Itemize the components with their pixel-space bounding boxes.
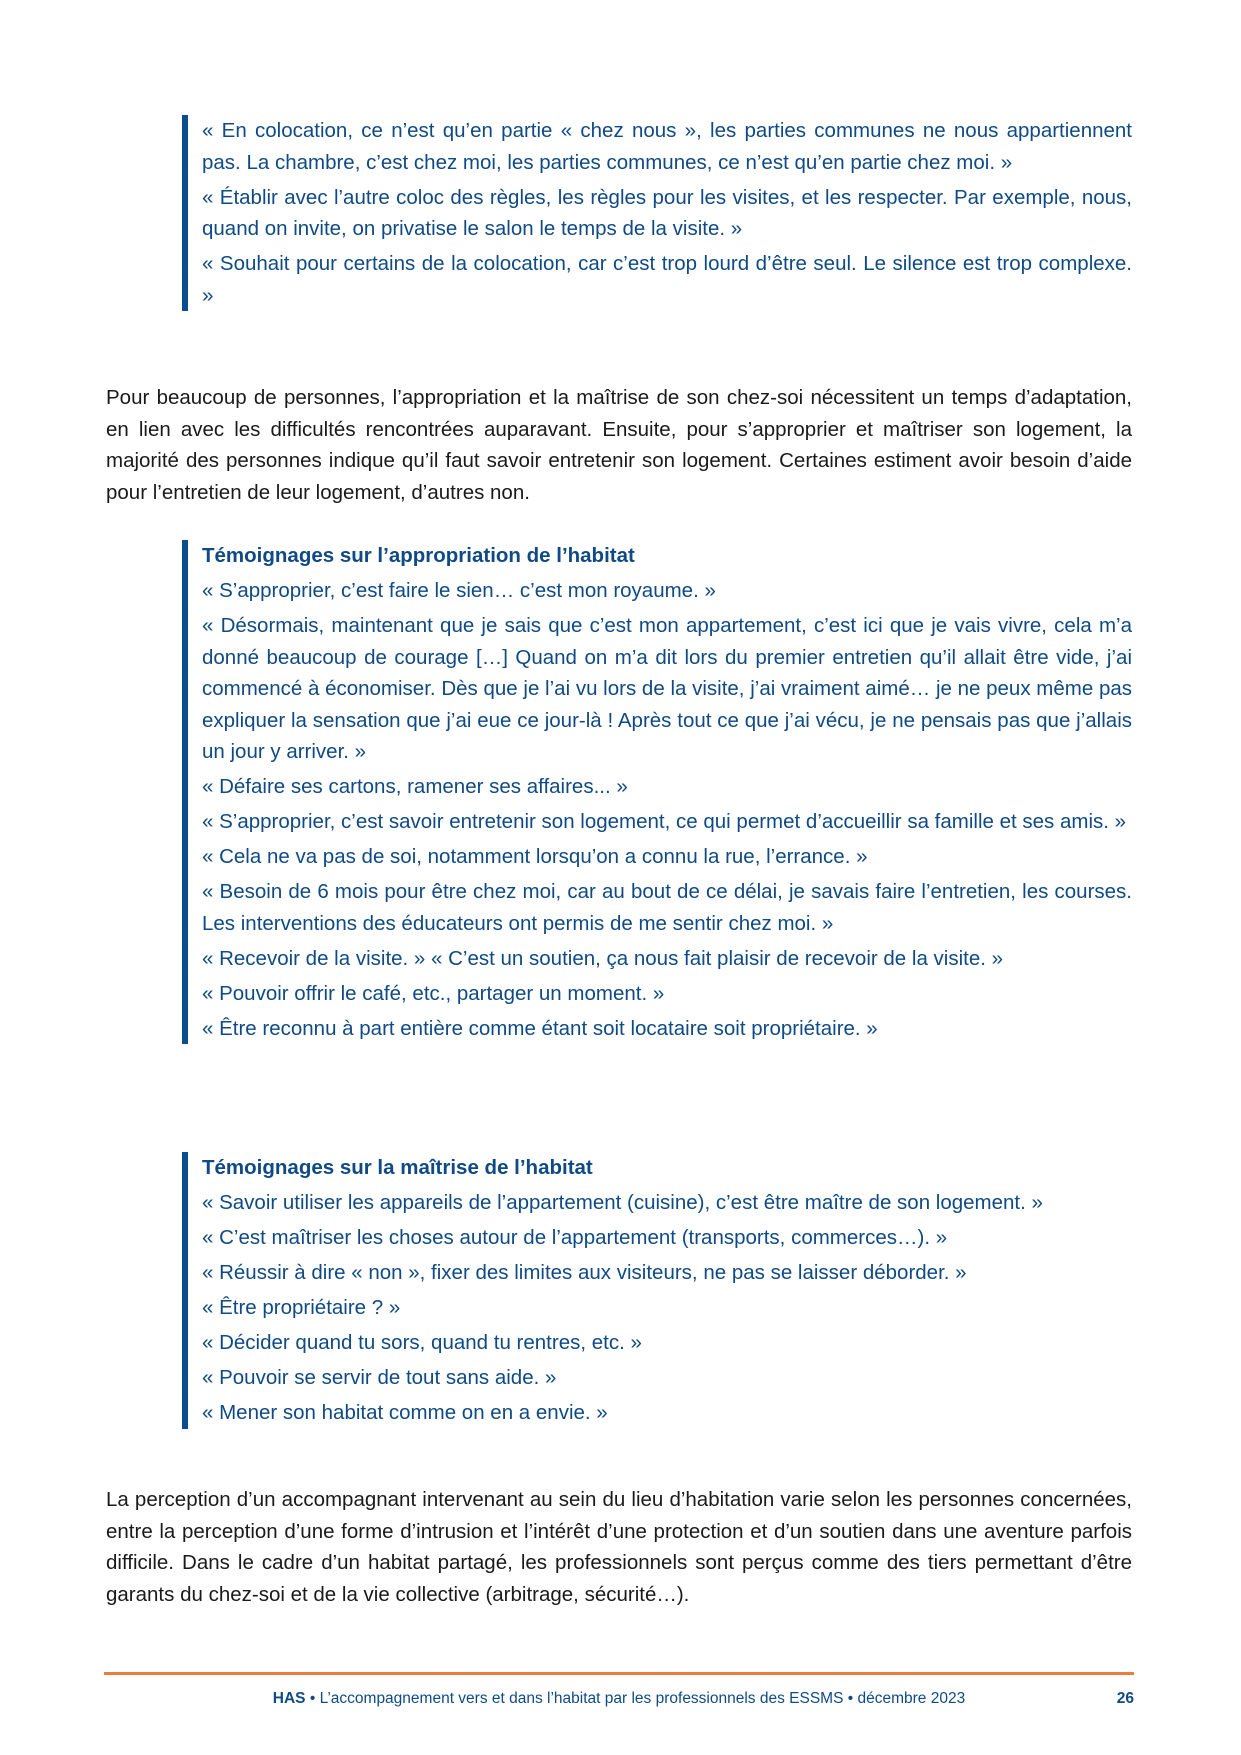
quote: « Défaire ses cartons, ramener ses affaires... » [202, 775, 628, 798]
quote: « Établir avec l’autre coloc des règles, les règles pour les visites, et les respecter. Par exemple, nous, quand on invite, on privatise le salon le temps de la visite. » [202, 185, 1132, 240]
footer-date: décembre 2023 [857, 1690, 966, 1707]
page-number: 26 [1116, 1690, 1134, 1707]
footer [104, 1690, 1134, 1708]
footer-separator: • [305, 1690, 320, 1707]
quote: « S’approprier, c’est faire le sien… c’est mon royaume. » [202, 579, 716, 602]
body-paragraph-1: Pour beaucoup de personnes, l’appropriation et la maîtrise de son chez-soi nécessitent un temps d’adaptation, en lien avec les difficultés rencontrées auparavant. Ensuite, pour s’approprier et maîtriser son logement, la majorité des personnes indique qu’il faut savoir entretenir son logement. Certaines estiment avoir besoin d’aide pour l’entretien de leur logement, d’autres non. [106, 386, 1132, 504]
quote: « Cela ne va pas de soi, notamment lorsqu’on a connu la rue, l’errance. » [202, 845, 868, 868]
footer-org: HAS [272, 1690, 306, 1707]
quote: « Mener son habitat comme on en a envie. » [202, 1401, 608, 1424]
quote-block-colocation [182, 115, 1132, 311]
quote: « Désormais, maintenant que je sais que c’est mon appartement, c’est ici que je vais vivre, cela m’a donné beaucoup de courage […] Quand on m’a dit lors du premier entretien qu’il allait être vide, j’ai commencé à économiser. Dès que je l’ai vu lors de la visite, j’ai vraiment aimé… je ne peux même pas expliquer la sensation que j’ai eue ce jour-là ! Après tout ce que j’ai vécu, je ne pensais pas que j’allais un jour y arriver. » [202, 614, 1132, 763]
body-paragraph-2: La perception d’un accompagnant intervenant au sein du lieu d’habitation varie selon les personnes concernées, entre la perception d’une forme d’intrusion et l’intérêt d’une protection et d’un soutien dans une aventure parfois difficile. Dans le cadre d’un habitat partagé, les professionnels sont perçus comme des tiers permettant d’être garants du chez-soi et de la vie collective (arbitrage, sécurité…). [106, 1488, 1132, 1606]
footer-divider [104, 1672, 1134, 1675]
section-heading: Témoignages sur l’appropriation de l’habitat [202, 544, 635, 567]
quote: « Besoin de 6 mois pour être chez moi, car au bout de ce délai, je savais faire l’entretien, les courses. Les interventions des éducateurs ont permis de me sentir chez moi. » [202, 880, 1132, 935]
quote: « Souhait pour certains de la colocation, car c’est trop lourd d’être seul. Le silence est trop complexe. » [202, 252, 1132, 307]
quote: « S’approprier, c’est savoir entretenir son logement, ce qui permet d’accueillir sa famille et ses amis. » [202, 810, 1127, 833]
quote: « Décider quand tu sors, quand tu rentres, etc. » [202, 1331, 642, 1354]
quote: « Être propriétaire ? » [202, 1296, 401, 1319]
quote: « Recevoir de la visite. » « C’est un soutien, ça nous fait plaisir de recevoir de la visite. » [202, 946, 1004, 970]
quote: « Réussir à dire « non », fixer des limites aux visiteurs, ne pas se laisser déborder. » [202, 1261, 967, 1284]
quote: « Pouvoir offrir le café, etc., partager un moment. » [202, 981, 665, 1005]
quote: « Pouvoir se servir de tout sans aide. » [202, 1366, 557, 1389]
quote: « Savoir utiliser les appareils de l’appartement (cuisine), c’est être maître de son logement. » [202, 1191, 1043, 1214]
quote-block-maitrise [182, 1152, 1132, 1429]
footer-title: L’accompagnement vers et dans l’habitat par les professionnels des ESSMS [319, 1690, 844, 1707]
quote: « En colocation, ce n’est qu’en partie « chez nous », les parties communes ne nous appartiennent pas. La chambre, c’est chez moi, les parties communes, ce n’est qu’en partie chez moi. » [202, 119, 1132, 174]
footer-separator: • [843, 1690, 858, 1707]
section-heading: Témoignages sur la maîtrise de l’habitat [202, 1156, 593, 1179]
quote: « Être reconnu à part entière comme étant soit locataire soit propriétaire. » [202, 1016, 878, 1040]
quote: « C’est maîtriser les choses autour de l’appartement (transports, commerces…). » [202, 1226, 948, 1249]
quote-block-appropriation [182, 540, 1132, 1044]
